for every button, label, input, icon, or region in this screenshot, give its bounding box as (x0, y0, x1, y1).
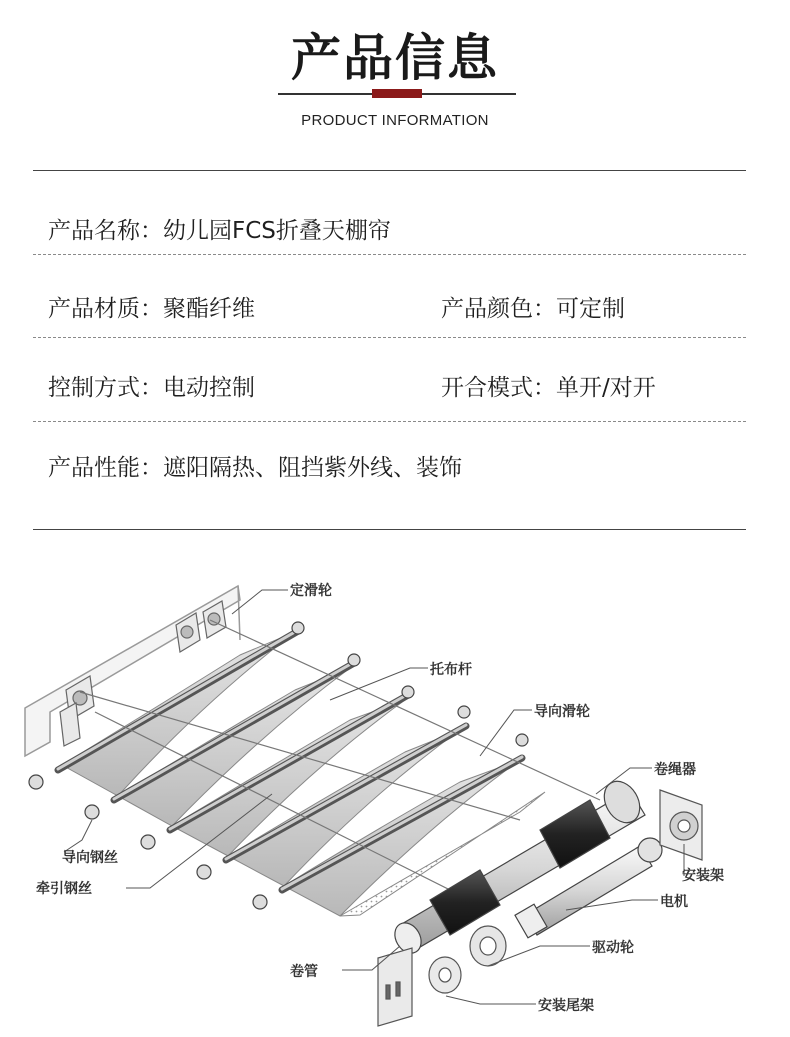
info-control-method: 控制方式：电动控制 (48, 375, 255, 401)
info-open-mode: 开合模式：单开/对开 (441, 375, 656, 401)
label-drive-wheel: 驱动轮 (592, 940, 634, 956)
info-material: 产品材质：聚酯纤维 (48, 296, 255, 322)
label-tail-bracket: 安装尾架 (538, 998, 594, 1014)
label-guide-wire: 导向钢丝 (62, 850, 118, 866)
page-title: 产品信息 (291, 29, 499, 87)
label-guide-pulley: 导向滑轮 (534, 704, 590, 720)
title-accent-bar (372, 89, 422, 98)
section-bottom-divider (33, 529, 746, 530)
info-product-name: 产品名称：幼儿园FCS折叠天棚帘 (48, 218, 391, 244)
info-performance: 产品性能：遮阳隔热、阻挡紫外线、装饰 (48, 455, 462, 481)
section-top-divider (33, 170, 746, 171)
label-fixed-pulley: 定滑轮 (290, 583, 332, 599)
row-divider (33, 421, 746, 422)
label-mount-bracket: 安装架 (682, 868, 724, 884)
product-structure-diagram (0, 560, 790, 1037)
mount-bracket (660, 790, 702, 860)
label-traction-wire: 牵引钢丝 (36, 881, 92, 897)
info-color: 产品颜色：可定制 (441, 296, 625, 322)
drive-wheel (470, 926, 506, 966)
row-divider (33, 337, 746, 338)
page-subtitle: PRODUCT INFORMATION (301, 112, 489, 129)
label-cloth-rod: 托布杆 (430, 662, 472, 678)
fabric-panels (62, 632, 545, 916)
label-motor: 电机 (660, 894, 688, 910)
label-rope-winder: 卷绳器 (654, 762, 696, 778)
label-roll-tube: 卷管 (290, 964, 318, 980)
tail-bracket (378, 948, 461, 1026)
row-divider (33, 254, 746, 255)
